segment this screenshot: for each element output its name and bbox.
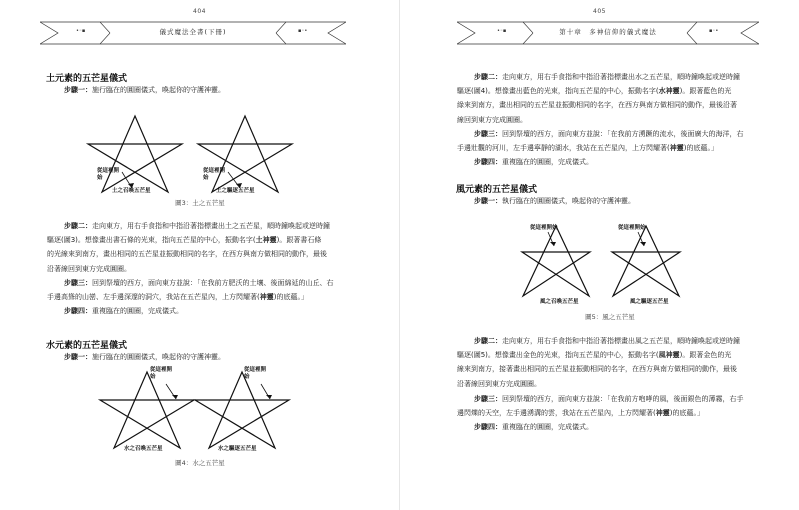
page-number: 405 xyxy=(593,8,606,15)
air-invoke-pentagram xyxy=(522,226,590,296)
water-banish-label: 水之驅逐五芒星 xyxy=(218,446,257,452)
water-invoke-pentagram xyxy=(100,372,194,448)
start-label: 從這裡開始 xyxy=(97,168,120,181)
air-invoke-label: 風之召喚五芒星 xyxy=(540,299,579,305)
start-label: 從這裡開始 xyxy=(618,225,646,231)
earth-banish-label: 土之驅逐五芒星 xyxy=(216,188,255,194)
figure-caption: 圖3：土之五芒星 xyxy=(175,199,225,207)
left-page xyxy=(0,0,399,510)
running-header xyxy=(40,16,346,50)
running-header xyxy=(457,16,759,50)
header-ornament-right: ▪◦• xyxy=(298,28,308,34)
air-step4: 步驟四：重複臨在的圓圈，完成儀式。 xyxy=(474,423,593,431)
step-label: 步驟一： xyxy=(64,86,92,94)
figure-caption: 圖5：風之五芒星 xyxy=(585,313,635,321)
air-step1: 步驟一：執行臨在的圓圈儀式，喚起你的守護神靈。 xyxy=(474,197,635,205)
section-title-water: 水元素的五芒星儀式 xyxy=(46,341,128,351)
start-label: 從這裡開始 xyxy=(150,367,173,380)
page-number: 404 xyxy=(193,8,206,15)
step-text: 施行臨在的圓圈儀式，喚起你的守護神靈。 xyxy=(92,86,225,94)
start-label: 從這裡開始 xyxy=(530,225,558,231)
earth-step3: 步驟三：回到祭壇的西方，面向東方並說：「在我前方肥沃的土壤、後面綿延的山丘、右 手邊高聳的山巒、左手邊深邃的洞穴，我站在五芒星內，上方閃耀著(神靈)的底蘊。」 xyxy=(47,279,334,302)
air-banish-pentagram xyxy=(612,226,680,296)
header-title: 第十章 多神信仰的儀式魔法 xyxy=(559,28,657,36)
section-title-earth: 土元素的五芒星儀式 xyxy=(46,74,128,84)
start-label: 從這裡開始 xyxy=(203,168,226,181)
water-invoke-label: 水之召喚五芒星 xyxy=(124,446,163,452)
header-ornament-right: ▪◦• xyxy=(709,28,719,34)
air-pentagram-figure xyxy=(520,222,720,304)
start-label: 從這裡開始 xyxy=(244,367,267,380)
water-step3: 步驟三：回到祭壇的西方，面向東方並說：「在我前方湧蹶的流水，後面廣大的海洋，右 手邊壯觀的河川，左手邊寧靜的湖水，我站在五芒星內，上方閃耀著(神靈)的底蘊。」 xyxy=(457,130,744,153)
header-ornament-left: •◦▪ xyxy=(76,28,86,34)
figure-caption: 圖4：水之五芒星 xyxy=(175,459,225,467)
earth-step1 xyxy=(64,83,225,97)
earth-step4: 步驟四：重複臨在的圓圈，完成儀式。 xyxy=(64,307,183,315)
water-banish-pentagram xyxy=(195,372,289,448)
right-page xyxy=(400,0,799,510)
water-step1: 步驟一：施行臨在的圓圈儀式，喚起你的守護神靈。 xyxy=(64,353,225,361)
earth-invoke-label: 土之召喚五芒星 xyxy=(112,188,151,194)
air-step2: 步驟二：走向東方，用右手食指和中指沿著指標畫出風之五芒星，順時鐘喚起或逆時鐘 驅逐(圖5)。想像畫出金色的光束，指向五芒星的中心，振動名字(風神靈)。跟著金色的光 線來到南方，接著畫出相同的五芒星並振動相同的名字，在西方與南方做相同的動作，最後 沿著線回到東方完成圓圈。 xyxy=(457,337,740,388)
header-title: 儀式魔法全書(下冊) xyxy=(159,28,227,36)
water-step4: 步驟四：重複臨在的圓圈，完成儀式。 xyxy=(474,158,593,166)
section-title-air: 風元素的五芒星儀式 xyxy=(456,185,538,195)
water-step2: 步驟二：走向東方，用右手食指和中指沿著指標畫出水之五芒星，順時鐘喚起或逆時鐘 驅逐(圖4)。想像畫出藍色的光束，指向五芒星的中心，振動名字(水神靈)。跟著藍色的光 綠來到南方，畫出相同的五芒星並振動相同的名字，在西方與南方做相同的動作，最後沿著 線回到東方完成圓圈。 xyxy=(457,73,740,124)
earth-step2: 步驟二：走向東方，用右手食指和中指沿著指標畫出土之五芒星，順時鐘喚起或逆時鐘 驅逐(圖3)。想像畫出書石條的光束，指向五芒星的中心，振動名字(土神靈)。跟著書石條 的光線來到南方，畫出相同的五芒星並振動相同的名字，在西方與南方做相同的動作，最後 沿著線回到東方完成圓圈。 xyxy=(47,222,330,273)
air-banish-label: 風之驅逐五芒星 xyxy=(630,299,669,305)
header-ornament-left: •◦▪ xyxy=(497,28,507,34)
air-step3: 步驟三：回到祭壇的西方，面向東方並說：「在我前方咆哮的風，後面銀色的薄霧，右手 邊閃爍的天空，左手邊湧溝的雲，我站在五芒星內，上方閃耀著(神靈)的底蘊。」 xyxy=(457,395,744,418)
